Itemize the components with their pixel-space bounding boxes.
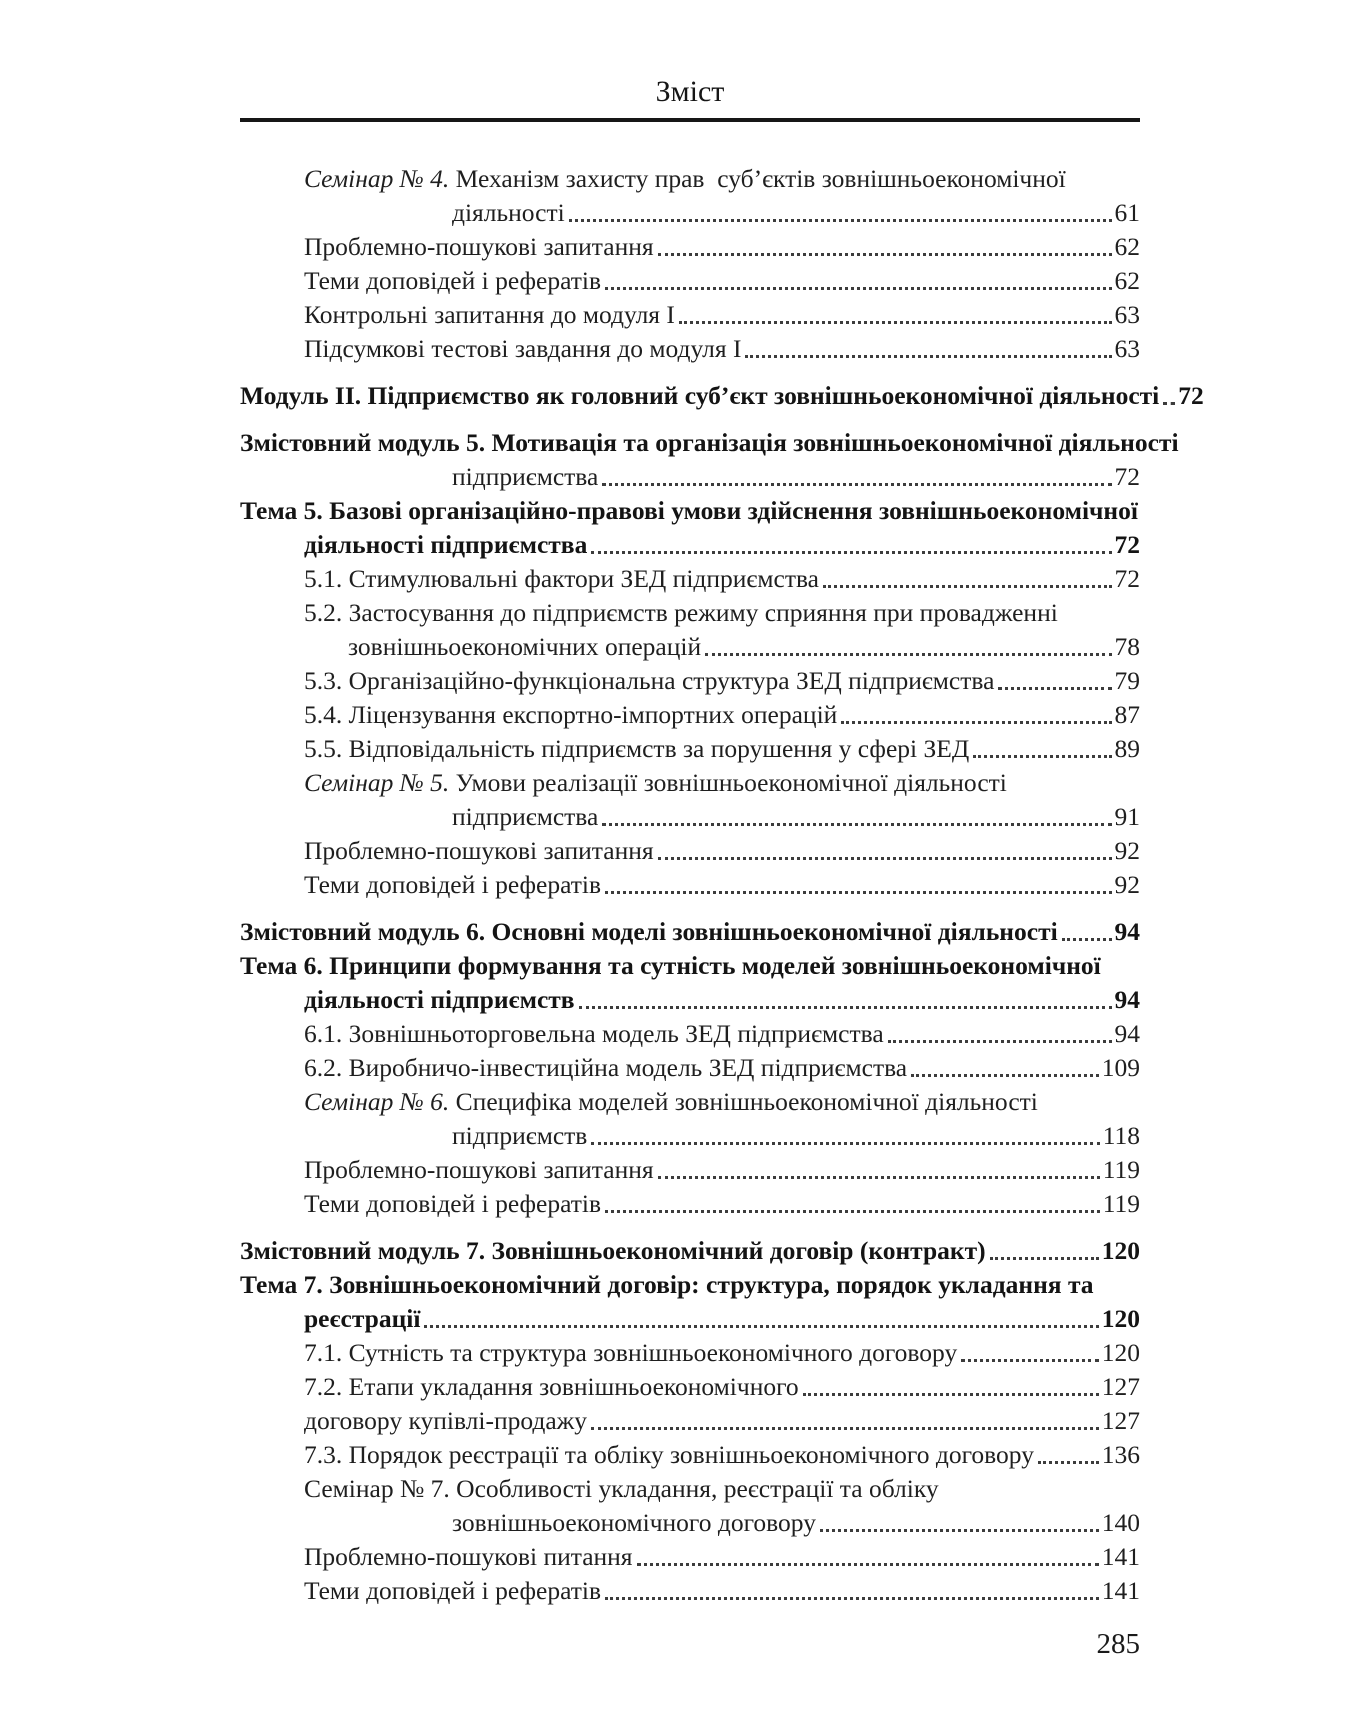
toc-entry: [240, 1017, 1140, 1051]
toc-entry-text: підприємства: [452, 462, 599, 491]
title-rule: [240, 118, 1140, 122]
dot-leader: [841, 721, 1111, 724]
toc-entry: [240, 834, 1140, 868]
dot-leader: [605, 1597, 1099, 1600]
toc-page-number: 63: [1114, 334, 1140, 363]
toc-page-number: 140: [1101, 1508, 1140, 1537]
toc-entry-text: Модуль II. Підприємство як головний суб’єкт зовнішньоекономічної діяльності: [240, 381, 1160, 410]
dot-leader: [961, 1359, 1099, 1362]
toc-entry-text: Теми доповідей і рефератів: [304, 1576, 601, 1605]
dot-leader: [658, 1176, 1100, 1179]
toc-page-number: 119: [1102, 1155, 1140, 1184]
toc-entry-seminar-label: Семінар № 4.: [304, 164, 450, 193]
toc-entry: [240, 766, 1140, 800]
toc-entry: [240, 162, 1140, 196]
toc-entry-text: Підсумкові тестові завдання до модуля I: [304, 334, 742, 363]
toc-entry-text: Змістовний модуль 6. Основні моделі зовнішньоекономічної діяльності: [240, 917, 1058, 946]
toc-page-number: 61: [1114, 198, 1140, 227]
toc-entry-text: Механізм захисту прав суб’єктів зовнішньоекономічної: [449, 164, 1066, 193]
toc-entry: [240, 630, 1140, 664]
toc-entry: [240, 264, 1140, 298]
toc-entry: [240, 426, 1179, 460]
toc-entry: [240, 949, 1140, 983]
toc-page-number: 89: [1114, 734, 1140, 763]
toc-entry: [240, 1472, 1140, 1506]
toc-entry: [240, 732, 1140, 766]
dot-leader: [1163, 402, 1175, 405]
toc-entry-text: Змістовний модуль 5. Мотивація та організація зовнішньоекономічної діяльності: [240, 428, 1179, 457]
toc-entry: [240, 1404, 1140, 1438]
toc-page-number: 78: [1114, 632, 1140, 661]
toc-page-number: 92: [1114, 836, 1140, 865]
dot-leader: [1062, 938, 1112, 941]
toc-page-number: 136: [1101, 1440, 1140, 1469]
dot-leader: [591, 1427, 1099, 1430]
toc-entry-text: 6.1. Зовнішньоторговельна модель ЗЕД підприємства: [304, 1019, 884, 1048]
dot-leader: [658, 253, 1112, 256]
toc-page-number: 72: [1114, 530, 1140, 559]
toc-page-number: 119: [1102, 1189, 1140, 1218]
dot-leader: [820, 1529, 1099, 1532]
page-title: Зміст: [655, 75, 725, 108]
toc-entry-text: Теми доповідей і рефератів: [304, 1189, 601, 1218]
dot-leader: [602, 823, 1111, 826]
dot-leader: [591, 551, 1111, 554]
toc-entry-seminar-label: Семінар № 5.: [304, 768, 450, 797]
toc-entry: [240, 1302, 1140, 1336]
toc-page-number: 94: [1114, 917, 1140, 946]
toc-page-number: 94: [1114, 1019, 1140, 1048]
toc-entry-text: діяльності підприємства: [304, 530, 588, 559]
toc-page-number: 62: [1114, 232, 1140, 261]
toc-page-number: 127: [1101, 1372, 1140, 1401]
toc-page-number: 109: [1101, 1053, 1140, 1082]
toc-page-number: 127: [1101, 1406, 1140, 1435]
toc-entry-text: 7.1. Сутність та структура зовнішньоекономічного договору: [304, 1338, 958, 1367]
toc-entry-text: Тема 5. Базові організаційно-правові умови здійснення зовнішньоекономічної: [240, 496, 1138, 525]
toc-entry: [240, 1438, 1140, 1472]
dot-leader: [605, 1210, 1100, 1213]
toc-page-number: 72: [1114, 564, 1140, 593]
toc-entry-text: Проблемно-пошукові питання: [304, 1542, 633, 1571]
dot-leader: [803, 1393, 1099, 1396]
toc-entry: [240, 596, 1140, 630]
toc-page-number: 141: [1101, 1576, 1140, 1605]
dot-leader: [569, 219, 1112, 222]
toc-page-number: 94: [1114, 985, 1140, 1014]
toc-entry: [240, 1119, 1140, 1153]
toc-entry-text: Теми доповідей і рефератів: [304, 870, 601, 899]
toc-page-number: 72: [1178, 381, 1204, 410]
toc-page-number: 120: [1101, 1304, 1140, 1333]
page-number: 285: [1096, 1628, 1140, 1660]
dot-leader: [911, 1074, 1099, 1077]
toc-entry-text: 5.4. Ліцензування експортно-імпортних операцій: [304, 700, 838, 729]
toc-entry: [240, 1574, 1140, 1608]
dot-leader: [973, 755, 1111, 758]
dot-leader: [637, 1563, 1099, 1566]
toc-entry: [240, 494, 1140, 528]
toc-entry-text: 7.3. Порядок реєстрації та обліку зовнішньоекономічного договору: [304, 1440, 1034, 1469]
toc-entry-text: договору купівлі-продажу: [304, 1406, 588, 1435]
toc-page-number: 118: [1102, 1121, 1140, 1150]
toc-entry: [240, 1187, 1140, 1221]
toc-entry-text: Специфіка моделей зовнішньоекономічної діяльності: [449, 1087, 1038, 1116]
dot-leader: [591, 1142, 1099, 1145]
dot-leader: [579, 1006, 1112, 1009]
toc-entry-text: діяльності підприємств: [304, 985, 575, 1014]
dot-leader: [424, 1325, 1098, 1328]
toc-entry: [240, 1234, 1140, 1268]
toc-entry-text: Проблемно-пошукові запитання: [304, 232, 654, 261]
toc-entry: [240, 379, 1204, 413]
toc-entry-text: Контрольні запитання до модуля I: [304, 300, 675, 329]
toc-page-number: 120: [1101, 1338, 1140, 1367]
toc-entry: [240, 1506, 1140, 1540]
toc-entry-text: 5.5. Відповідальність підприємств за порушення у сфері ЗЕД: [304, 734, 970, 763]
toc-entry: [240, 1336, 1140, 1370]
toc-entry: [240, 298, 1140, 332]
dot-leader: [658, 857, 1112, 860]
toc-entry-text: підприємства: [452, 802, 599, 831]
toc-entry-text: Умови реалізації зовнішньоекономічної діяльності: [449, 768, 1007, 797]
toc-entry-seminar-label: Семінар № 6.: [304, 1087, 450, 1116]
dot-leader: [605, 891, 1112, 894]
dot-leader: [823, 585, 1112, 588]
toc-page-number: 79: [1114, 666, 1140, 695]
toc-entry-text: Проблемно-пошукові запитання: [304, 836, 654, 865]
toc-entry: [240, 1540, 1140, 1574]
toc-entry-text: 5.3. Організаційно-функціональна структура ЗЕД підприємства: [304, 666, 995, 695]
toc-entry: [240, 983, 1140, 1017]
toc-entry-text: Тема 6. Принципи формування та сутність моделей зовнішньоекономічної: [240, 951, 1101, 980]
toc-entry: [240, 800, 1140, 834]
toc-entry: [240, 562, 1140, 596]
toc-entry: [240, 196, 1140, 230]
toc-content: [240, 74, 1204, 1608]
toc-entry: [240, 332, 1140, 366]
toc-entry: [240, 915, 1140, 949]
toc-entry: [240, 1370, 1140, 1404]
toc-page-number: 63: [1114, 300, 1140, 329]
toc-entry-text: зовнішньоекономічного договору: [452, 1508, 816, 1537]
toc-page-number: 87: [1114, 700, 1140, 729]
dot-leader: [888, 1040, 1112, 1043]
toc-entry-text: Змістовний модуль 7. Зовнішньоекономічний договір (контракт): [240, 1236, 986, 1265]
toc-entry-text: Тема 7. Зовнішньоекономічний договір: структура, порядок укладання та: [240, 1270, 1094, 1299]
toc-page-number: 92: [1114, 870, 1140, 899]
toc-entry-text: підприємств: [452, 1121, 588, 1150]
dot-leader: [990, 1257, 1099, 1260]
toc-entry: [240, 1153, 1140, 1187]
toc-entry-text: діяльності: [452, 198, 565, 227]
toc-entry: [240, 868, 1140, 902]
toc-entry-text: Проблемно-пошукові запитання: [304, 1155, 654, 1184]
dot-leader: [1038, 1461, 1099, 1464]
toc-entry-text: зовнішньоекономічних операцій: [348, 632, 702, 661]
toc-entry: [240, 1268, 1140, 1302]
toc-entry: [240, 1085, 1140, 1119]
toc-entry: [240, 460, 1140, 494]
toc-entry: [240, 1051, 1140, 1085]
toc-entry-text: реєстрації: [304, 1304, 421, 1333]
toc-page-number: 91: [1114, 802, 1140, 831]
toc-entry: [240, 230, 1140, 264]
toc-entry: [240, 698, 1140, 732]
dot-leader: [602, 483, 1111, 486]
toc-page-number: 72: [1114, 462, 1140, 491]
toc-entry: [240, 664, 1140, 698]
dot-leader: [679, 321, 1112, 324]
dot-leader: [998, 687, 1111, 690]
toc-entry-text: 6.2. Виробничо-інвестиційна модель ЗЕД підприємства: [304, 1053, 908, 1082]
toc-page-number: 120: [1101, 1236, 1140, 1265]
toc-entry-text: Семінар № 7. Особливості укладання, реєстрації та обліку: [304, 1474, 939, 1503]
toc-entry: [240, 528, 1140, 562]
dot-leader: [745, 355, 1111, 358]
toc-list: [240, 162, 1204, 1608]
toc-entry-text: 7.2. Етапи укладання зовнішньоекономічного: [304, 1372, 799, 1401]
toc-page-number: 62: [1114, 266, 1140, 295]
dot-leader: [605, 287, 1112, 290]
toc-entry-text: 5.1. Стимулювальні фактори ЗЕД підприємства: [304, 564, 819, 593]
toc-page-number: 141: [1101, 1542, 1140, 1571]
dot-leader: [705, 653, 1111, 656]
toc-entry-text: 5.2. Застосування до підприємств режиму сприяння при провадженні: [304, 598, 1058, 627]
toc-entry-text: Теми доповідей і рефератів: [304, 266, 601, 295]
